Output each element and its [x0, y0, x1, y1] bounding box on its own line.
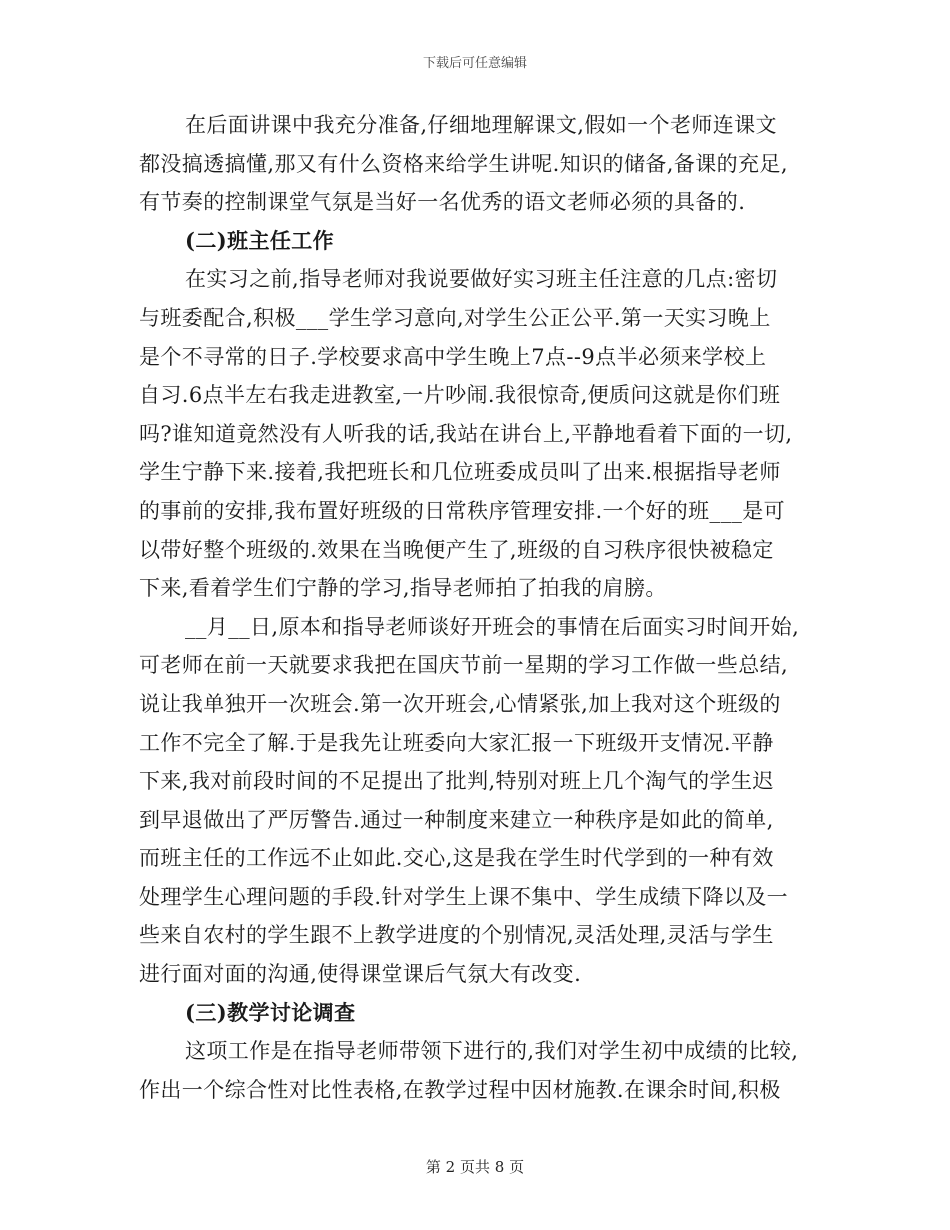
section-heading: (三)教学讨论调查 [185, 999, 356, 1025]
paragraph-line: 工作不完全了解.于是我先让班委向大家汇报一下班级开支情况.平静 [139, 730, 774, 755]
paragraph-line: 有节奏的控制课堂气氛是当好一名优秀的语文老师必须的具备的. [139, 190, 746, 215]
paragraph-line: 到早退做出了严厉警告.通过一种制度来建立一种秩序是如此的简单, [139, 807, 774, 832]
paragraph-line: 自习.6点半左右我走进教室,一片吵闹.我很惊奇,便质问这就是你们班 [139, 383, 781, 408]
page-header: 下载后可任意编辑 [422, 56, 527, 71]
document-body [139, 106, 807, 1109]
paragraph-line: 说让我单独开一次班会.第一次开班会,心情紧张,加上我对这个班级的 [139, 691, 781, 716]
paragraph-line: 都没搞透搞懂,那又有什么资格来给学生讲呢.知识的储备,备课的充足, [139, 151, 788, 176]
paragraph-line: 这项工作是在指导老师带领下进行的,我们对学生初中成绩的比较, [185, 1039, 799, 1064]
paragraph-line: 与班委配合,积极___学生学习意向,对学生公正公平.第一天实习晚上 [139, 305, 771, 330]
paragraph-line: 作出一个综合性对比性表格,在教学过程中因材施教.在课余时间,积极 [139, 1077, 781, 1102]
page-footer: 第 2 页共 8 页 [425, 1158, 525, 1176]
section-heading: (二)班主任工作 [185, 227, 335, 253]
paragraph-line: 学生宁静下来.接着,我把班长和几位班委成员叫了出来.根据指导老师 [139, 460, 781, 485]
paragraph-line: 是个不寻常的日子.学校要求高中学生晚上7点--9点半必须来学校上 [139, 344, 767, 369]
paragraph-line: 处理学生心理问题的手段.针对学生上课不集中、学生成绩下降以及一 [139, 884, 789, 909]
paragraph-line: 在后面讲课中我充分准备,仔细地理解课文,假如一个老师连课文 [185, 113, 777, 137]
paragraph-line: 可老师在前一天就要求我把在国庆节前一星期的学习工作做一些总结, [139, 653, 789, 678]
paragraph-line: 的事前的安排,我布置好班级的日常秩序管理安排.一个好的班___是可 [139, 498, 786, 523]
paragraph-line: 进行面对面的沟通,使得课堂课后气氛大有改变. [139, 962, 582, 987]
paragraph-line: __月__日,原本和指导老师谈好开班会的事情在后面实习时间开始, [185, 614, 800, 639]
paragraph-line: 在实习之前,指导老师对我说要做好实习班主任注意的几点:密切 [185, 267, 778, 292]
paragraph-line: 以带好整个班级的.效果在当晚便产生了,班级的自习秩序很快被稳定 [139, 537, 774, 562]
paragraph-line: 下来,我对前段时间的不足提出了批判,特别对班上几个淘气的学生迟 [139, 769, 774, 794]
paragraph-line: 下来,看着学生们宁静的学习,指导老师拍了拍我的肩膀。 [139, 576, 667, 601]
paragraph-line: 些来自农村的学生跟不上教学进度的个别情况,灵活处理,灵活与学生 [139, 923, 774, 948]
paragraph-line: 而班主任的工作远不止如此.交心,这是我在学生时代学到的一种有效 [139, 846, 774, 871]
paragraph-line: 吗?谁知道竟然没有人听我的话,我站在讲台上,平静地看着下面的一切, [139, 421, 793, 446]
